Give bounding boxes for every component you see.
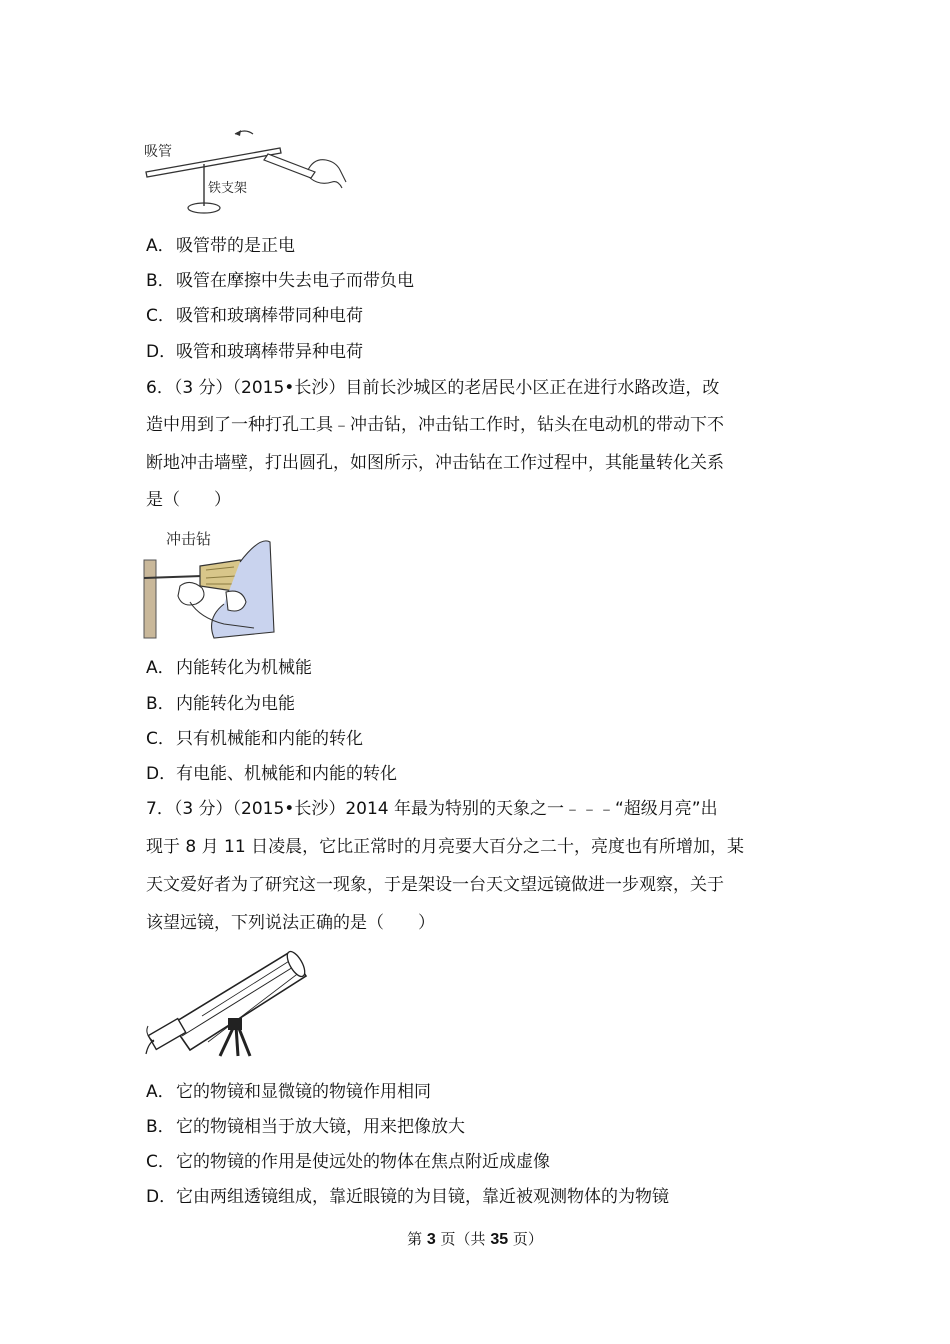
telescope-figure [142,946,312,1058]
label-straw: 吸管 [144,144,172,160]
page-footer: 第 3 页（共 35 页） [407,1230,543,1248]
total-page-count: 35 [490,1231,509,1248]
q5-option-d: D．吸管和玻璃棒带异种电荷 [146,342,363,362]
current-page-number: 3 [426,1231,436,1248]
q7-option-b: B．它的物镜相当于放大镜，用来把像放大 [146,1117,465,1137]
q7-option-d: D．它由两组透镜组成，靠近眼镜的为目镜，靠近被观测物体的为物镜 [146,1187,669,1207]
q6-stem-line-1: 6．（3 分）（2015•长沙）目前长沙城区的老居民小区正在进行水路改造，改 [146,378,720,398]
q6-option-d: D．有电能、机械能和内能的转化 [146,764,397,784]
q6-option-c: C．只有机械能和内能的转化 [146,729,363,749]
straw-stand-figure [140,120,355,220]
label-stand: 铁支架 [208,181,248,196]
q6-option-b: B．内能转化为电能 [146,694,295,714]
q6-stem-line-2: 造中用到了一种打孔工具﹣冲击钻，冲击钻工作时，钻头在电动机的带动下不 [146,415,724,435]
q6-stem-line-4: 是（ ） [146,490,231,510]
q7-stem-line-2: 现于 8 月 11 日凌晨，它比正常时的月亮要大百分之二十，亮度也有所增加，某 [146,837,745,857]
q7-option-a: A．它的物镜和显微镜的物镜作用相同 [146,1082,431,1102]
q7-stem-line-1: 7．（3 分）（2015•长沙）2014 年最为特别的天象之一﹣﹣﹣“超级月亮”出 [146,799,718,819]
q7-stem-line-4: 该望远镜，下列说法正确的是（ ） [146,913,435,933]
q6-stem-line-3: 断地冲击墙壁，打出圆孔，如图所示，冲击钻在工作过程中，其能量转化关系 [146,453,724,473]
q5-option-c: C．吸管和玻璃棒带同种电荷 [146,306,363,326]
q5-option-a: A．吸管带的是正电 [146,236,295,256]
q7-stem-line-3: 天文爱好者为了研究这一现象，于是架设一台天文望远镜做进一步观察，关于 [146,875,724,895]
q5-option-b: B．吸管在摩擦中失去电子而带负电 [146,271,414,291]
impact-drill-figure [140,522,275,640]
q7-option-c: C．它的物镜的作用是使远处的物体在焦点附近成虚像 [146,1152,550,1172]
q6-option-a: A．内能转化为机械能 [146,658,312,678]
label-drill: 冲击钻 [166,530,212,548]
